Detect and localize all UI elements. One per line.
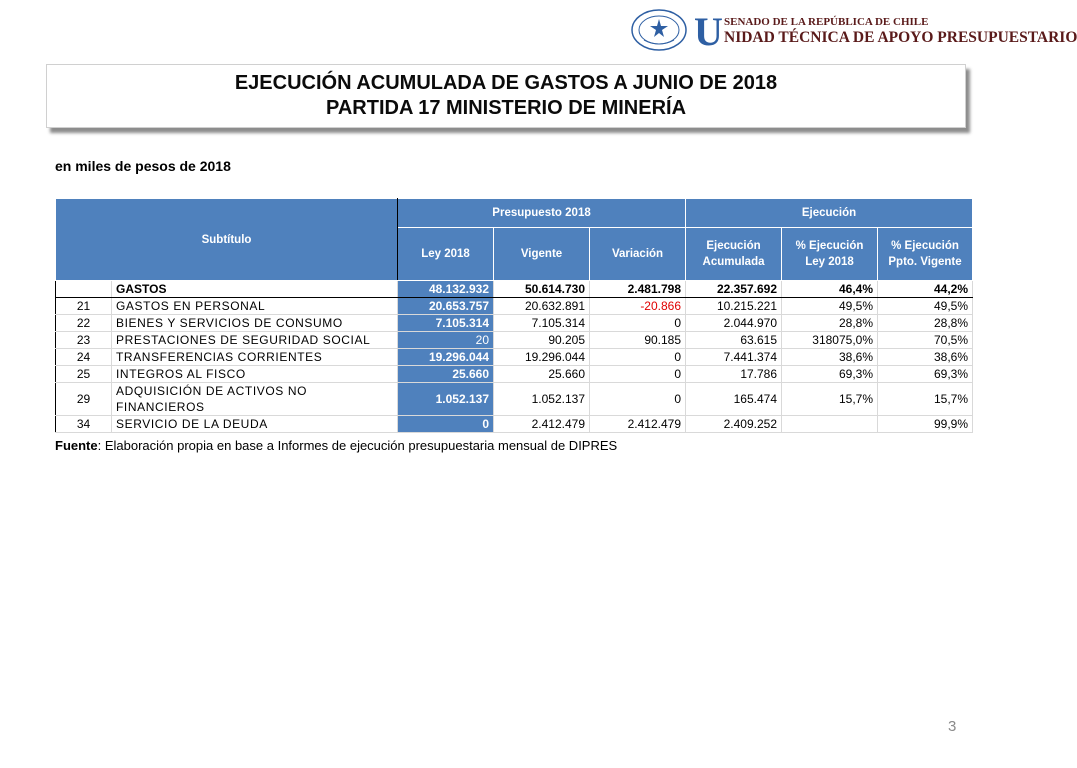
table-row xyxy=(56,332,973,349)
cell-variacion: 0 xyxy=(590,349,686,366)
header-pct-vigente: % Ejecución Ppto. Vigente xyxy=(878,228,973,281)
cell-ley: 1.052.137 xyxy=(398,383,494,416)
cell-name: GASTOS EN PERSONAL xyxy=(112,298,398,315)
source-note xyxy=(55,438,617,453)
cell-ley: 20.653.757 xyxy=(398,298,494,315)
cell-ley: 25.660 xyxy=(398,366,494,383)
cell-ejecucion: 7.441.374 xyxy=(686,349,782,366)
brand-line1: SENADO DE LA REPÚBLICA DE CHILE xyxy=(724,16,929,28)
cell-pct-vigente: 28,8% xyxy=(878,315,973,332)
cell-pct-ley: 28,8% xyxy=(782,315,878,332)
cell-variacion: 2.481.798 xyxy=(590,281,686,298)
senado-seal-logo xyxy=(630,8,688,52)
cell-code: 21 xyxy=(56,298,112,315)
cell-vigente: 25.660 xyxy=(494,366,590,383)
cell-variacion: 0 xyxy=(590,383,686,416)
cell-pct-vigente: 69,3% xyxy=(878,366,973,383)
page-number: 3 xyxy=(948,718,957,735)
cell-variacion: 2.412.479 xyxy=(590,416,686,433)
header-ley: Ley 2018 xyxy=(398,228,494,281)
table-row xyxy=(56,349,973,366)
header-variacion: Variación xyxy=(590,228,686,281)
header-vigente: Vigente xyxy=(494,228,590,281)
cell-pct-ley xyxy=(782,416,878,433)
source-label: Fuente xyxy=(55,438,98,453)
execution-table xyxy=(55,198,973,433)
cell-name: PRESTACIONES DE SEGURIDAD SOCIAL xyxy=(112,332,398,349)
table-row xyxy=(56,366,973,383)
cell-vigente: 19.296.044 xyxy=(494,349,590,366)
cell-code: 29 xyxy=(56,383,112,416)
table-row xyxy=(56,298,973,315)
cell-pct-vigente: 99,9% xyxy=(878,416,973,433)
cell-ley: 0 xyxy=(398,416,494,433)
cell-ejecucion: 165.474 xyxy=(686,383,782,416)
cell-pct-ley: 15,7% xyxy=(782,383,878,416)
cell-pct-vigente: 15,7% xyxy=(878,383,973,416)
cell-pct-ley: 69,3% xyxy=(782,366,878,383)
cell-ley: 19.296.044 xyxy=(398,349,494,366)
brand-initial: U xyxy=(694,9,723,54)
page-title-line2: PARTIDA 17 MINISTERIO DE MINERÍA xyxy=(325,97,687,119)
cell-code: 24 xyxy=(56,349,112,366)
cell-name: SERVICIO DE LA DEUDA xyxy=(112,416,398,433)
cell-ley: 48.132.932 xyxy=(398,281,494,298)
cell-ejecucion: 10.215.221 xyxy=(686,298,782,315)
cell-code xyxy=(56,281,112,298)
cell-ejecucion: 17.786 xyxy=(686,366,782,383)
source-text: : Elaboración propia en base a Informes de ejecución presupuestaria mensual de DIPRES xyxy=(97,438,618,453)
table-row xyxy=(56,383,973,416)
cell-name: INTEGROS AL FISCO xyxy=(112,366,398,383)
cell-ejecucion: 2.409.252 xyxy=(686,416,782,433)
table-row xyxy=(56,416,973,433)
title-box xyxy=(46,64,966,128)
units-note: en miles de pesos de 2018 xyxy=(55,158,231,174)
header-subtitulo: Subtítulo xyxy=(56,199,398,281)
cell-variacion: 0 xyxy=(590,366,686,383)
cell-variacion: 90.185 xyxy=(590,332,686,349)
header-pct-ley: % Ejecución Ley 2018 xyxy=(782,228,878,281)
cell-pct-ley: 318075,0% xyxy=(782,332,878,349)
cell-pct-ley: 49,5% xyxy=(782,298,878,315)
cell-variacion: 0 xyxy=(590,315,686,332)
cell-vigente: 1.052.137 xyxy=(494,383,590,416)
cell-code: 22 xyxy=(56,315,112,332)
brand-line2: NIDAD TÉCNICA DE APOYO PRESUPUESTARIO xyxy=(724,29,1077,46)
cell-pct-ley: 46,4% xyxy=(782,281,878,298)
cell-code: 34 xyxy=(56,416,112,433)
header-ejecucion-group: Ejecución xyxy=(686,199,973,228)
cell-ley: 7.105.314 xyxy=(398,315,494,332)
header-ejecucion-acumulada: Ejecución Acumulada xyxy=(686,228,782,281)
cell-pct-vigente: 44,2% xyxy=(878,281,973,298)
cell-variacion: -20.866 xyxy=(590,298,686,315)
cell-vigente: 20.632.891 xyxy=(494,298,590,315)
cell-code: 23 xyxy=(56,332,112,349)
cell-pct-vigente: 38,6% xyxy=(878,349,973,366)
cell-vigente: 2.412.479 xyxy=(494,416,590,433)
cell-ley: 20 xyxy=(398,332,494,349)
cell-name: ADQUISICIÓN DE ACTIVOS NO FINANCIEROS xyxy=(112,383,398,416)
cell-vigente: 90.205 xyxy=(494,332,590,349)
table-row-total xyxy=(56,281,973,298)
cell-ejecucion: 22.357.692 xyxy=(686,281,782,298)
header-presupuesto-group: Presupuesto 2018 xyxy=(398,199,686,228)
cell-pct-vigente: 49,5% xyxy=(878,298,973,315)
cell-name: GASTOS xyxy=(112,281,398,298)
table-row xyxy=(56,315,973,332)
cell-name: TRANSFERENCIAS CORRIENTES xyxy=(112,349,398,366)
cell-vigente: 50.614.730 xyxy=(494,281,590,298)
cell-ejecucion: 2.044.970 xyxy=(686,315,782,332)
cell-ejecucion: 63.615 xyxy=(686,332,782,349)
cell-pct-ley: 38,6% xyxy=(782,349,878,366)
cell-code: 25 xyxy=(56,366,112,383)
cell-name: BIENES Y SERVICIOS DE CONSUMO xyxy=(112,315,398,332)
cell-vigente: 7.105.314 xyxy=(494,315,590,332)
cell-pct-vigente: 70,5% xyxy=(878,332,973,349)
page-title-line1: EJECUCIÓN ACUMULADA DE GASTOS A JUNIO DE 2018 xyxy=(234,72,778,94)
